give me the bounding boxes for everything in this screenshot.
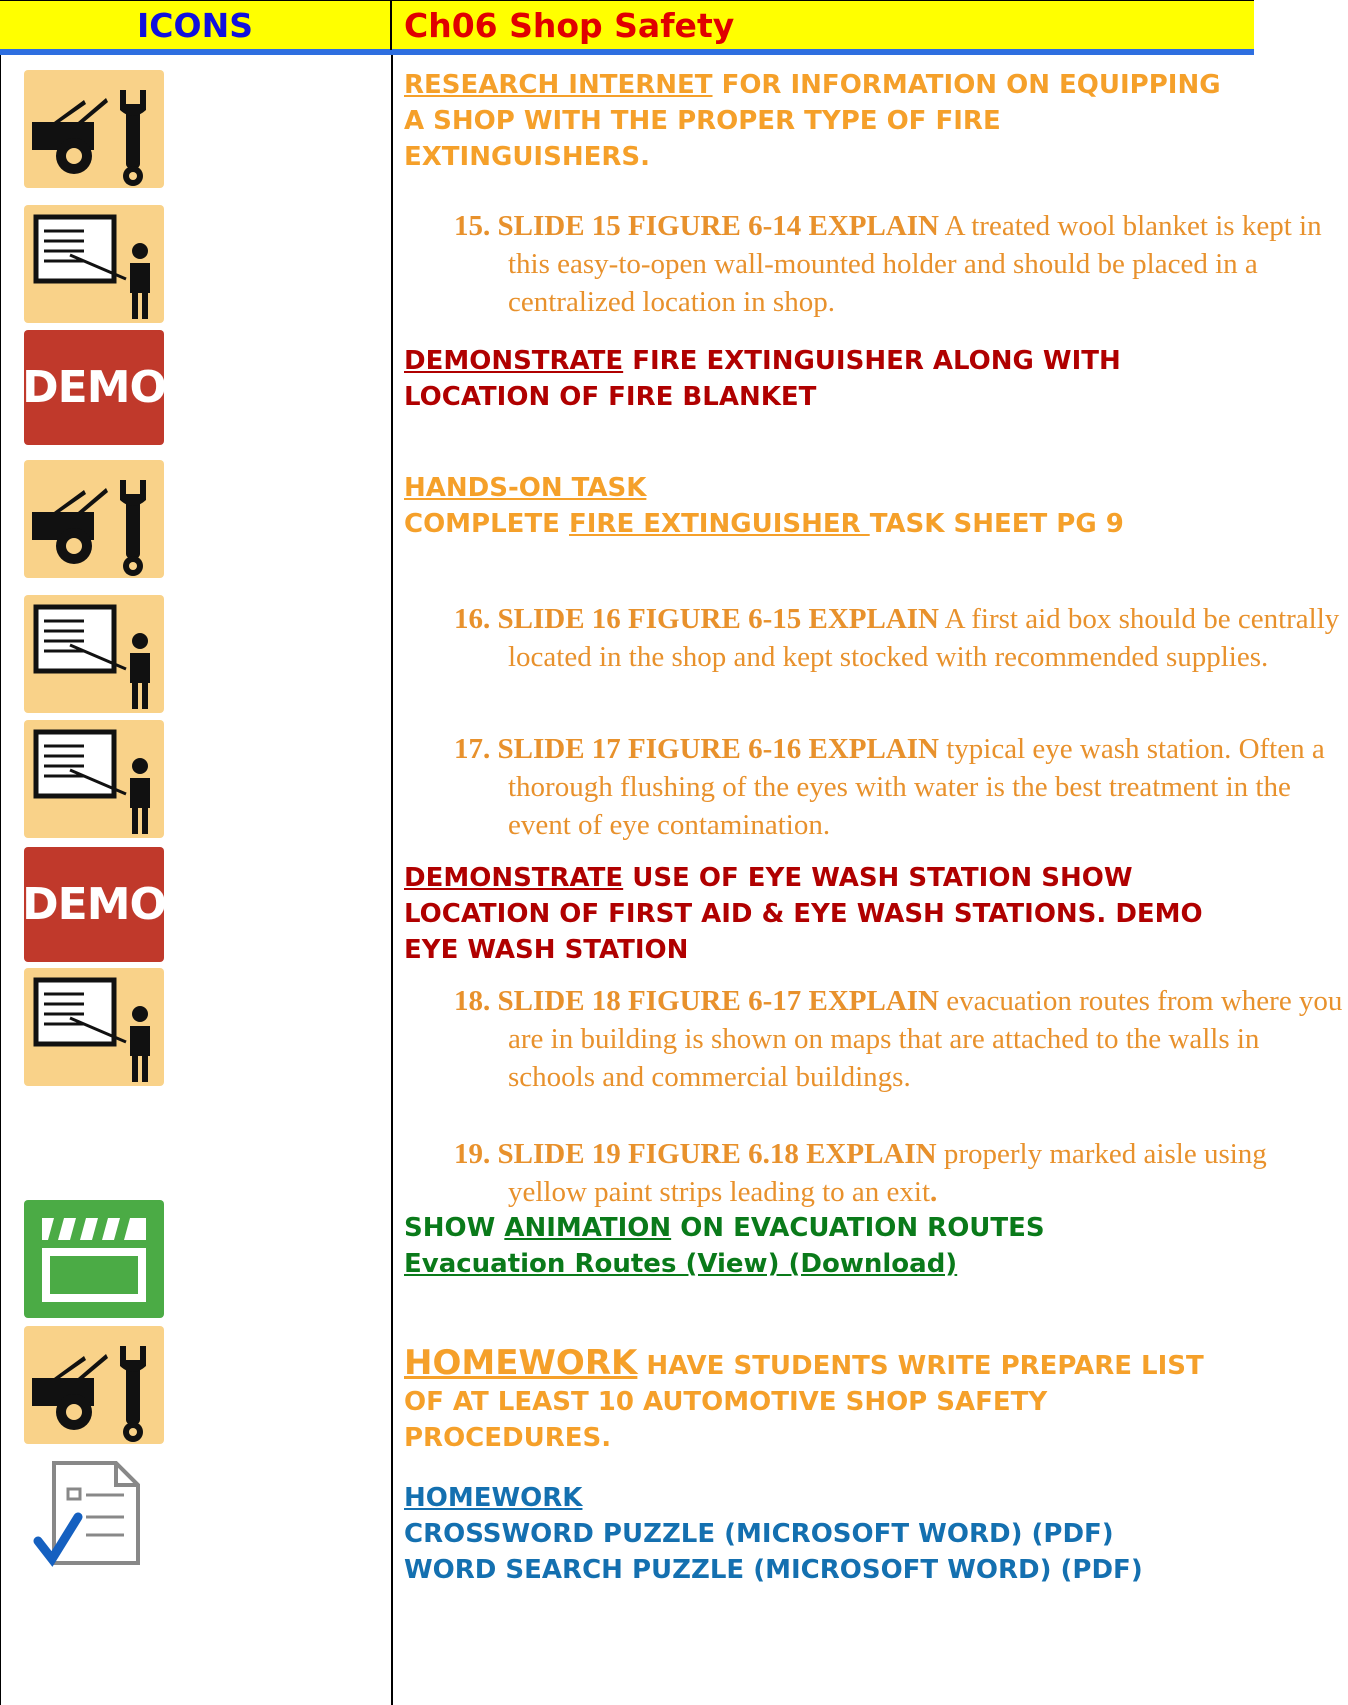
demo-icon <box>24 330 164 445</box>
animation-suffix: ON EVACUATION ROUTES <box>671 1213 1045 1243</box>
slide-16-text: A first aid box should be centrally located in the shop and kept stocked with recommended supplies. <box>508 603 1340 673</box>
clapperboard-icon <box>24 1200 164 1318</box>
slide-19-text: properly marked aisle using yellow paint strips leading to an exit <box>508 1138 1267 1208</box>
demo-2-text: USE OF EYE WASH STATION SHOW LOCATION OF FIRST AID & EYE WASH STATIONS. DEMO EYE WASH STATION <box>404 863 1203 965</box>
animation-link[interactable]: ANIMATION <box>504 1213 672 1243</box>
column-divider <box>391 55 393 1705</box>
demonstrate-link[interactable]: DEMONSTRATE <box>404 346 624 376</box>
research-text: FOR INFORMATION ON EQUIPPING A SHOP WITH THE PROPER TYPE OF FIRE EXTINGUISHERS. <box>404 70 1221 172</box>
hands-on-prefix: COMPLETE <box>404 509 569 539</box>
slide-17-item <box>428 730 1348 844</box>
slide-19-period: . <box>930 1176 938 1208</box>
word-search-puzzle-link[interactable]: WORD SEARCH PUZZLE (MICROSOFT WORD) (PDF) <box>404 1555 1143 1585</box>
slide-15-item <box>428 207 1348 321</box>
demo-eye-wash-block <box>404 860 1244 968</box>
slide-18-heading: 18. SLIDE 18 FIGURE 6-17 EXPLAIN <box>454 985 939 1017</box>
homework-2-block <box>404 1480 1244 1588</box>
slide-18-item <box>428 982 1348 1096</box>
demo-1-text: FIRE EXTINGUISHER ALONG WITH LOCATION OF FIRE BLANKET <box>404 346 1121 412</box>
hands-on-suffix: TASK SHEET PG 9 <box>869 509 1124 539</box>
homework-link[interactable]: HOMEWORK <box>404 1343 638 1383</box>
demo-icon-label: DEMO <box>22 879 166 930</box>
icons-column-header: ICONS <box>0 1 392 50</box>
slide-17-heading: 17. SLIDE 17 FIGURE 6-16 EXPLAIN <box>454 733 939 765</box>
demo-icon-label: DEMO <box>22 362 166 413</box>
homework-2-link[interactable]: HOMEWORK <box>404 1483 583 1513</box>
slide-18-text: evacuation routes from where you are in building is shown on maps that are attached to the walls in schools and commercial buildings. <box>508 985 1343 1093</box>
animation-prefix: SHOW <box>404 1213 505 1243</box>
slide-16-item <box>428 600 1348 676</box>
research-block <box>404 67 1244 175</box>
slide-17-text: typical eye wash station. Often a thorough flushing of the eyes with water is the best treatment in the event of eye contamination. <box>508 733 1325 841</box>
homework-1-text: HAVE STUDENTS WRITE PREPARE LIST OF AT LEAST 10 AUTOMOTIVE SHOP SAFETY PROCEDURES. <box>404 1351 1204 1453</box>
slide-19-heading: 19. SLIDE 19 FIGURE 6.18 EXPLAIN <box>454 1138 937 1170</box>
presenter-icon <box>24 968 164 1086</box>
slide-16-heading: 16. SLIDE 16 FIGURE 6-15 EXPLAIN <box>454 603 939 635</box>
slide-19-item <box>428 1135 1348 1211</box>
presenter-icon <box>24 205 164 323</box>
evacuation-routes-link[interactable]: Evacuation Routes (View) (Download) <box>404 1249 958 1279</box>
hands-on-block <box>404 470 1244 542</box>
demo-fire-extinguisher-block <box>404 343 1244 415</box>
research-link[interactable]: RESEARCH INTERNET <box>404 70 713 100</box>
checklist-icon <box>24 1455 164 1570</box>
presenter-icon <box>24 720 164 838</box>
demo-icon <box>24 847 164 962</box>
fire-extinguisher-link[interactable]: FIRE EXTINGUISHER <box>569 509 870 539</box>
presenter-icon <box>24 595 164 713</box>
hands-on-link[interactable]: HANDS-ON TASK <box>404 473 647 503</box>
homework-1-block <box>404 1345 1244 1456</box>
crossword-puzzle-link[interactable]: CROSSWORD PUZZLE (MICROSOFT WORD) (PDF) <box>404 1519 1114 1549</box>
car-wrench-icon <box>24 1326 164 1444</box>
slide-15-text: A treated wool blanket is kept in this easy-to-open wall-mounted holder and should be placed in a centralized location in shop. <box>508 210 1322 318</box>
car-wrench-icon <box>24 70 164 188</box>
chapter-title: Ch06 Shop Safety <box>404 6 735 45</box>
car-wrench-icon <box>24 460 164 578</box>
demonstrate-link[interactable]: DEMONSTRATE <box>404 863 624 893</box>
animation-block <box>404 1210 1244 1282</box>
slide-15-heading: 15. SLIDE 15 FIGURE 6-14 EXPLAIN <box>454 210 939 242</box>
table-header <box>0 0 1254 55</box>
